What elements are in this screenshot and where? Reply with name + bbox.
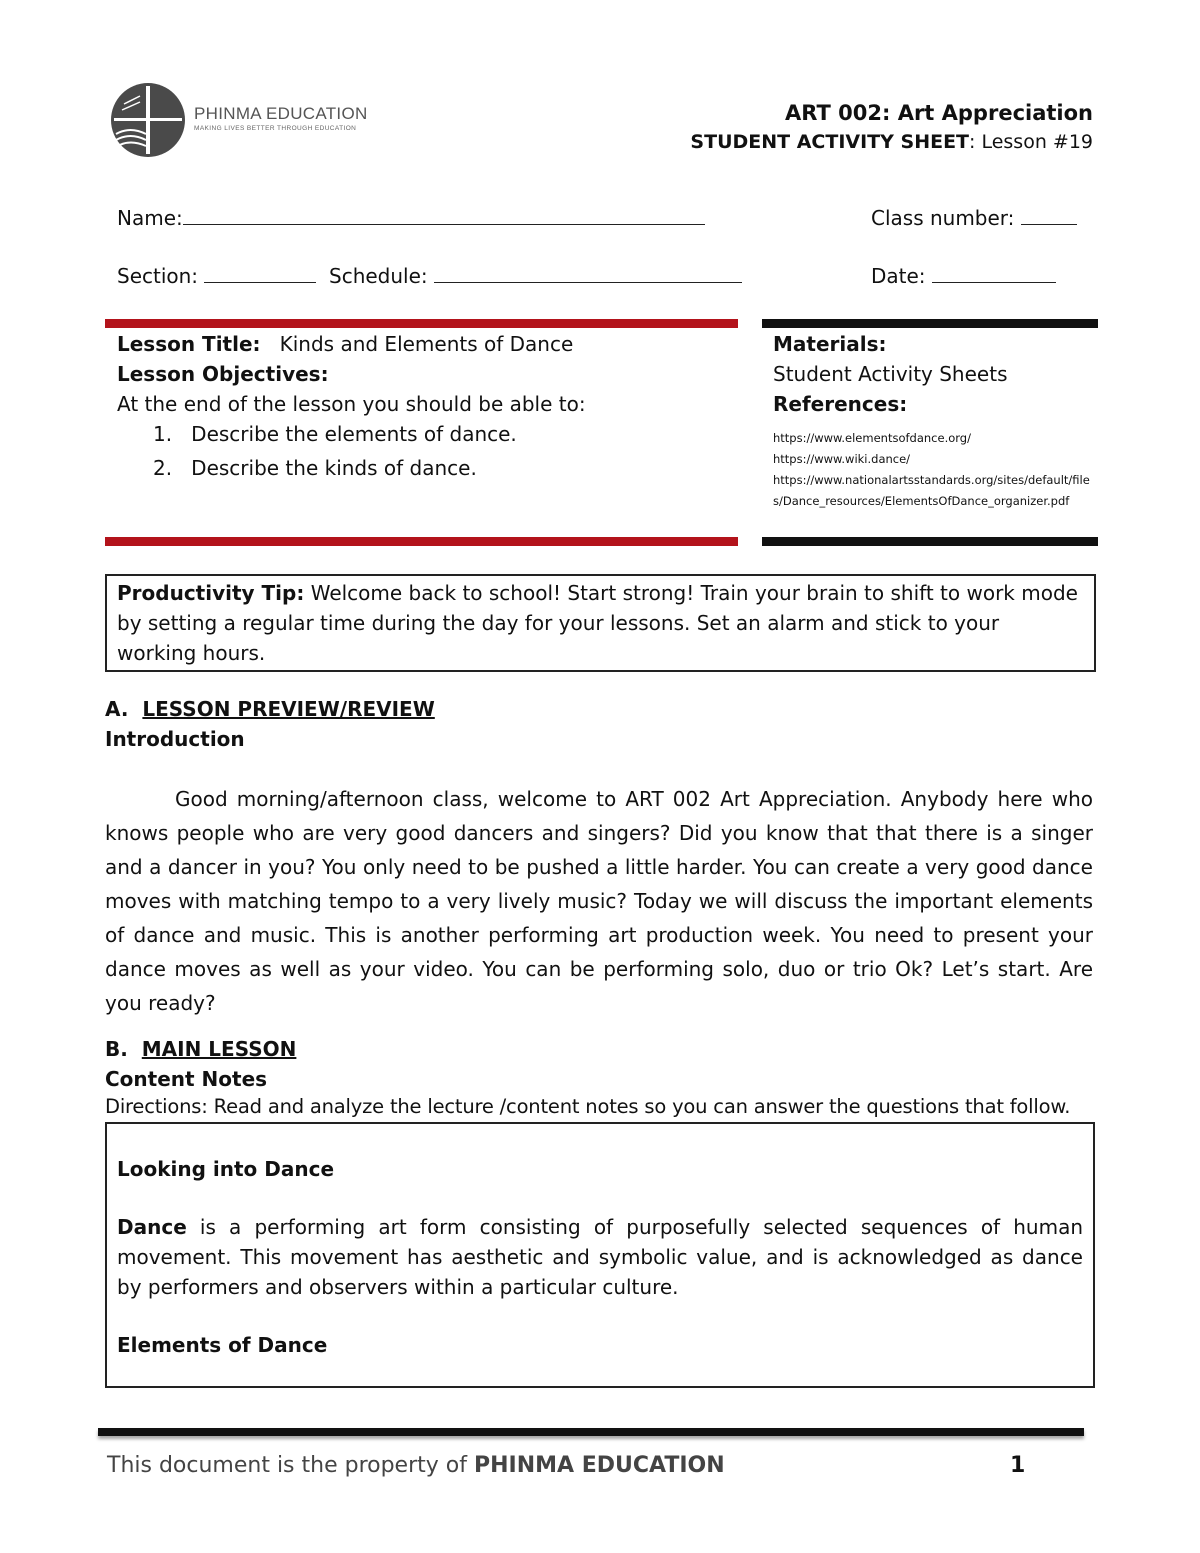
section-a-title: LESSON PREVIEW/REVIEW [142, 697, 435, 721]
section-a-letter: A. [105, 697, 129, 721]
materials-top-rule [762, 319, 1098, 328]
class-number-field[interactable] [871, 206, 1077, 230]
materials-label: Materials: [773, 332, 887, 356]
objective-text: Describe the kinds of dance. [191, 456, 477, 480]
section-field[interactable] [117, 264, 316, 288]
reference-link[interactable]: https://www.elementsofdance.org/ [773, 431, 971, 445]
materials-bottom-rule [762, 537, 1098, 546]
course-title: ART 002: Art Appreciation [785, 101, 1093, 125]
section-b-title: MAIN LESSON [141, 1037, 297, 1061]
lesson-bottom-rule [105, 537, 738, 546]
introduction-text: Good morning/afternoon class, welcome to ART 002 Art Appreciation. Anybody here who knows people who are very good dancers and singers? Did you know that that there is a singer and a dancer in you? You only need to be pushed a little harder. You can create a very good dance moves with matching tempo to a very lively music? Today we will discuss the important elements of dance and music. This is another performing art production week. You need to present your dance moves as well as your video. You can be performing solo, duo or trio Ok? Let’s start. Are you ready? [105, 787, 1093, 1015]
section-blank[interactable] [204, 264, 316, 283]
logo-name: PHINMA EDUCATION [194, 104, 368, 123]
page-number: 1 [1010, 1453, 1026, 1478]
objectives-intro: At the end of the lesson you should be able to: [117, 392, 586, 416]
footer-owner: PHINMA EDUCATION [473, 1453, 725, 1478]
objective-number: 1. [153, 422, 173, 446]
schedule-label: Schedule: [329, 264, 428, 288]
content-notes-box [105, 1122, 1095, 1388]
lesson-title: Lesson Title: Kinds and Elements of Dance [117, 332, 574, 356]
objective-item [117, 419, 727, 449]
date-field[interactable] [871, 264, 1056, 288]
directions-text: Directions: Read and analyze the lecture /content notes so you can answer the questions that follow. [105, 1095, 1071, 1118]
introduction-paragraph [105, 782, 1093, 1020]
name-field[interactable] [117, 206, 705, 230]
section-a-heading [105, 697, 435, 721]
date-blank[interactable] [932, 264, 1056, 283]
lesson-top-rule [105, 319, 738, 328]
dance-definition [117, 1212, 1083, 1302]
name-label: Name: [117, 206, 183, 230]
materials-info [773, 329, 1093, 419]
reference-link[interactable]: https://www.wiki.dance/ [773, 452, 911, 466]
footer-rule [98, 1428, 1084, 1436]
class-number-label: Class number: [871, 206, 1015, 230]
dance-term: Dance [117, 1215, 187, 1239]
objective-text: Describe the elements of dance. [191, 422, 517, 446]
phinma-emblem-icon [110, 82, 190, 162]
logo-tagline: MAKING LIVES BETTER THROUGH EDUCATION [194, 125, 357, 132]
lesson-number: : Lesson #19 [969, 131, 1093, 153]
materials-value: Student Activity Sheets [773, 362, 1008, 386]
elements-heading: Elements of Dance [117, 1333, 328, 1357]
references-label: References: [773, 392, 908, 416]
objective-item [117, 453, 727, 483]
section-label: Section: [117, 264, 199, 288]
objectives-label: Lesson Objectives: [117, 362, 329, 386]
lesson-title-value: Kinds and Elements of Dance [279, 332, 574, 356]
tip-text: Welcome back to school! Start strong! Train your brain to shift to work mode by setting a regular time during the day for your lessons. Set an alarm and stick to your working hours. [117, 581, 1078, 665]
class-number-blank[interactable] [1021, 206, 1077, 225]
footer-property-text: This document is the property of [107, 1453, 467, 1478]
schedule-blank[interactable] [434, 264, 742, 283]
reference-link[interactable]: https://www.nationalartsstandards.org/sites/default/files/Dance_resources/ElementsOfDance_organizer.pdf [773, 473, 1090, 508]
sheet-title [690, 131, 1093, 153]
section-b-subtitle: Content Notes [105, 1067, 268, 1091]
section-a-subtitle: Introduction [105, 727, 245, 751]
lesson-info [117, 329, 727, 483]
productivity-tip-box: Productivity Tip: Welcome back to school! Start strong! Train your brain to shift to work mode by setting a regular time during the day for your lessons. Set an alarm and stick to your working hours. [105, 574, 1096, 672]
box-heading: Looking into Dance [117, 1157, 335, 1181]
tip-label: Productivity Tip [117, 581, 297, 605]
lesson-title-label: Lesson Title [117, 332, 253, 356]
sheet-label: STUDENT ACTIVITY SHEET [690, 131, 970, 153]
date-label: Date: [871, 264, 926, 288]
section-b-heading [105, 1037, 296, 1061]
dance-definition-text: is a performing art form consisting of purposefully selected sequences of human movement. This movement has aesthetic and symbolic value, and is acknowledged as dance by performers and observers within a particular culture. [117, 1215, 1084, 1299]
footer-text [107, 1453, 725, 1478]
name-blank[interactable] [183, 206, 705, 225]
schedule-field[interactable] [329, 264, 742, 288]
references-list [773, 428, 1093, 512]
section-b-letter: B. [105, 1037, 128, 1061]
objective-number: 2. [153, 456, 173, 480]
